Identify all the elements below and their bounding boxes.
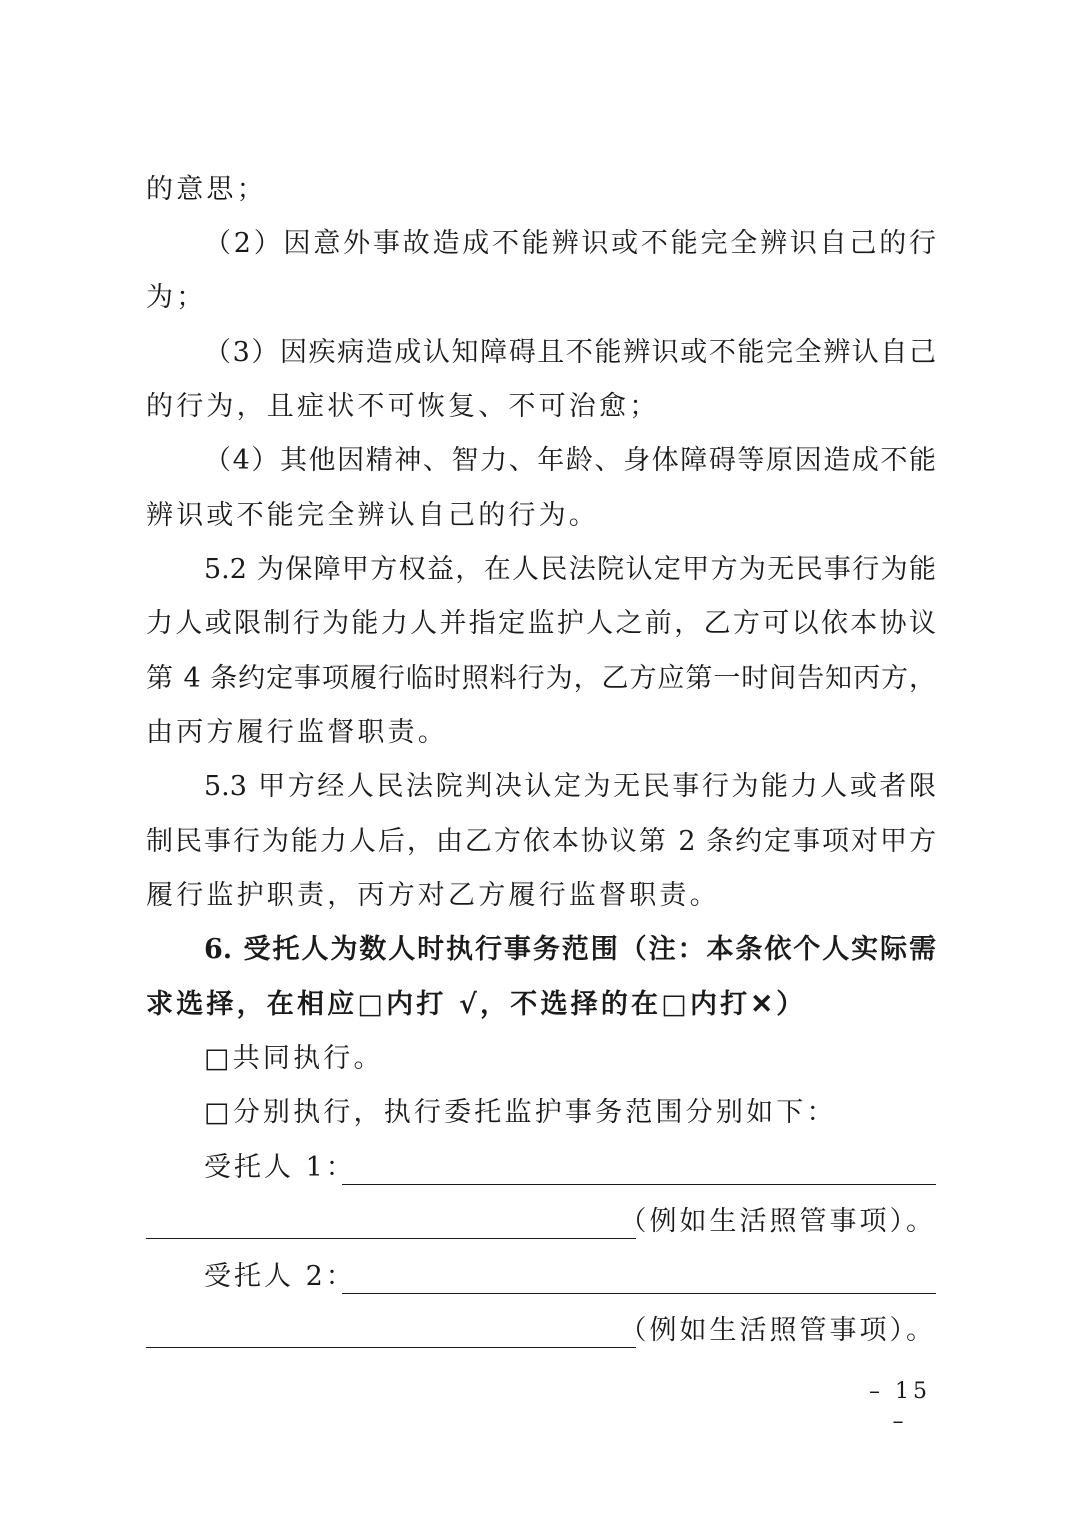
clause-5-2-line: 5.2 为保障甲方权益，在人民法院认定甲方为无民事行为能 [204, 554, 936, 585]
trustee-1-label: 受托人 1： [204, 1152, 356, 1183]
paragraph-line: （4）其他因精神、智力、年龄、身体障碍等原因造成不能 [204, 445, 936, 476]
trustee-2-example-note: （例如生活照管事项）。 [619, 1315, 936, 1346]
option-separate-execution[interactable]: □分别执行，执行委托监护事务范围分别如下： [204, 1097, 837, 1128]
paragraph-line: 的意思； [146, 174, 267, 205]
trustee-2-label: 受托人 2： [204, 1261, 356, 1292]
clause-5-3-line: 履行监护职责，丙方对乙方履行监督职责。 [146, 880, 720, 911]
clause-5-3-line: 制民事行为能力人后，由乙方依本协议第 2 条约定事项对甲方 [146, 826, 936, 857]
paragraph-line: 的行为，且症状不可恢复、不可治愈； [146, 391, 660, 422]
paragraph-line: （2）因意外事故造成不能辨识或不能完全辨识自己的行 [204, 228, 936, 259]
trustee-2-row [146, 1259, 936, 1299]
trustee-1-blank-field[interactable] [342, 1184, 936, 1185]
trustee-1-continuation-row [146, 1204, 936, 1244]
paragraph-line: （3）因疾病造成认知障碍且不能辨识或不能完全辨认自己 [204, 337, 936, 368]
clause-6-heading: 求选择，在相应□内打 √，不选择的在□内打✕） [146, 989, 807, 1020]
option-joint-execution[interactable]: □共同执行。 [204, 1043, 384, 1074]
trustee-2-continuation-row [146, 1313, 936, 1353]
clause-5-2-line: 力人或限制行为能力人并指定监护人之前，乙方可以依本协议 [146, 608, 936, 639]
clause-6-heading: 6. 受托人为数人时执行事务范围（注：本条依个人实际需 [204, 934, 936, 965]
trustee-2-blank-field[interactable] [342, 1293, 936, 1294]
page-number: – 15 – [869, 1379, 931, 1434]
clause-5-2-line: 由丙方履行监督职责。 [146, 717, 448, 748]
trustee-1-example-note: （例如生活照管事项）。 [619, 1206, 936, 1237]
clause-5-3-line: 5.3 甲方经人民法院判决认定为无民事行为能力人或者限 [204, 771, 936, 802]
paragraph-line: 辨识或不能完全辨认自己的行为。 [146, 500, 599, 531]
paragraph-line: 为； [146, 282, 207, 313]
trustee-1-blank-field-continued[interactable] [146, 1238, 636, 1239]
trustee-1-row [146, 1150, 936, 1190]
clause-5-2-line: 第 4 条约定事项履行临时照料行为，乙方应第一时间告知丙方， [146, 663, 936, 694]
trustee-2-blank-field-continued[interactable] [146, 1347, 636, 1348]
